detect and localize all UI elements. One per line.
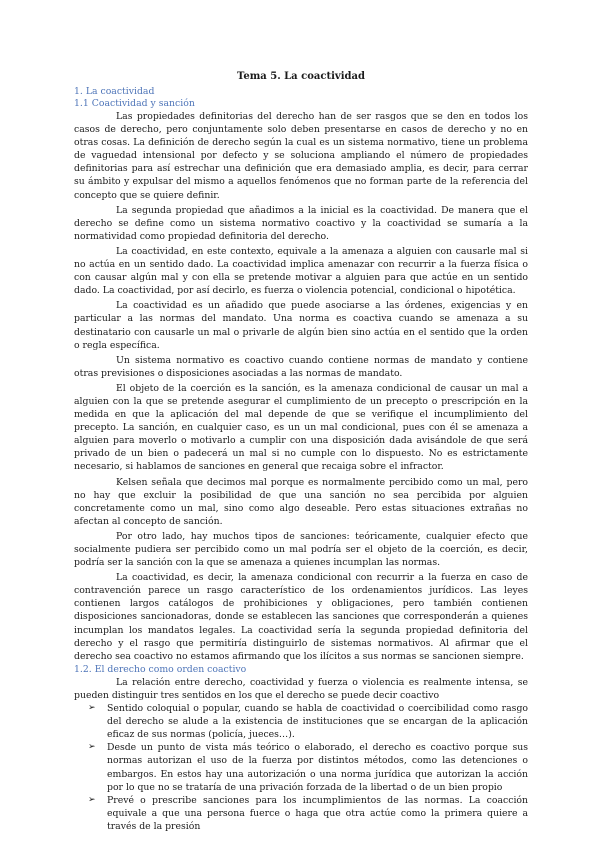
paragraph: Un sistema normativo es coactivo cuando contiene normas de mandato y contiene otras previsiones o disposiciones asociadas a las normas de mandato. xyxy=(74,354,528,379)
paragraph: La coactividad es un añadido que puede asociarse a las órdenes, exigencias y en particular a las normas del mandato. Una norma es coactiva cuando se amenaza a su destinatario con causarle un mal o privarle de algún bien sino actúa en el sentido que la orden o regla específica. xyxy=(74,300,528,351)
paragraph: Kelsen señala que decimos mal porque es normalmente percibido como un mal, pero no hay que excluir la posibilidad de que una sanción no sea percibida por alguien concretamente como un mal, sino como algo deseable. Pero estas situaciones extrañas no afectan al concepto de sanción. xyxy=(74,476,528,527)
bullet-list xyxy=(74,702,528,833)
document-title: Tema 5. La coactividad xyxy=(237,71,365,82)
section-heading-1: 1. La coactividad xyxy=(74,86,155,97)
subsection-heading-1-2: 1.2. El derecho como orden coactivo xyxy=(74,663,247,675)
list-item xyxy=(74,741,528,793)
paragraph: La relación entre derecho, coactividad y fuerza o violencia es realmente intensa, se pueden distinguir tres sentidos en los que el derecho se puede decir coactivo xyxy=(74,676,528,701)
list-item-text: Sentido coloquial o popular, cuando se habla de coactividad o coercibilidad como rasgo del derecho se alude a la existencia de instituciones que se encargan de la aplicación eficaz de sus normas (policía, jueces…). xyxy=(107,703,528,741)
paragraph: Las propiedades definitorias del derecho han de ser rasgos que se den en todos los casos de derecho, pero conjuntamente solo deben presentarse en casos de derecho y no en otras cosas. La definición de derecho según la cual es un sistema normativo, tiene un problema de vaguedad intensional por defecto y se soluciona ampliando el número de propiedades definitorias para así estrechar una definición que era demasiado amplia, es decir, para cerrar su ámbito y expulsar del mismo a aquellos fenómenos que no forman parte de la referencia del concepto que se quiere definir. xyxy=(74,111,528,201)
paragraph: La segunda propiedad que añadimos a la inicial es la coactividad. De manera que el derecho se define como un sistema normativo coactivo y la coactividad se sumaría a la normatividad como propiedad definitoria del derecho. xyxy=(74,204,528,242)
arrow-bullet-icon: ➢ xyxy=(88,703,96,714)
list-item xyxy=(74,794,528,833)
paragraph: La coactividad, es decir, la amenaza condicional con recurrir a la fuerza en caso de contravención parece un rasgo característico de los ordenamientos jurídicos. Las leyes contienen largos catálogos de prohibiciones y obligaciones, pero también contienen disposiciones sancionadoras, donde se establecen las sanciones que corresponderán a quienes incumplan los mandatos legales. La coactividad sería la segunda propiedad definitoria del derecho y el rasgo que permitiría distinguirlo de sistemas normativos. Al afirmar que el derecho sea coactivo no estamos afirmando que los ilícitos a sus normas se sancionen siempre. xyxy=(74,572,528,662)
list-item xyxy=(74,702,528,741)
paragraph: La coactividad, en este contexto, equivale a la amenaza a alguien con causarle mal si no actúa en un sentido dado. La coactividad implica amenazar con recurrir a la fuerza física o con causar algún mal y con ella se pretende motivar a alguien para que actúe en un sentido dado. La coactividad, por así decirlo, es fuerza o violencia potencial, condicional o hipotética. xyxy=(74,245,528,297)
arrow-bullet-icon: ➢ xyxy=(88,742,96,753)
list-item-text: Prevé o prescribe sanciones para los incumplimientos de las normas. La coacción equivale a que una persona fuerce o haga que otra actúe como la primera quiere a través de la presión xyxy=(107,794,528,832)
paragraph: Por otro lado, hay muchos tipos de sanciones: teóricamente, cualquier efecto que socialmente pudiera ser percibido como un mal podría ser el objeto de la coerción, es decir, podría ser la sanción con la que se amenaza a quienes incumplan las normas. xyxy=(74,530,528,569)
subsection-heading-1-1: 1.1 Coactividad y sanción xyxy=(74,98,195,109)
list-item-text: Desde un punto de vista más teórico o elaborado, el derecho es coactivo porque sus normas autorizan el uso de la fuerza por distintos métodos, como las detenciones o embargos. En estos hay una autorización o una norma jurídica que autorizan la acción por lo que no se trataría de una privación forzada de la libertad o de un bien propio xyxy=(107,742,528,793)
paragraph: El objeto de la coerción es la sanción, es la amenaza condicional de causar un mal a alguien con la que se pretende asegurar el cumplimiento de un precepto o prescripción en la medida en que la aplicación del mal depende de que se verifique el incumplimiento del precepto. La sanción, en cualquier caso, es un un mal condicional, pues con él se amenaza a alguien para moverlo o motivarlo a cumplir con una disposición dada avisándole de que será privado de un bien o padecerá un mal si no cumple con lo dispuesto. No es estrictamente necesario, si hablamos de sanciones en general que recaiga sobre el infractor. xyxy=(74,382,528,473)
arrow-bullet-icon: ➢ xyxy=(88,794,96,805)
